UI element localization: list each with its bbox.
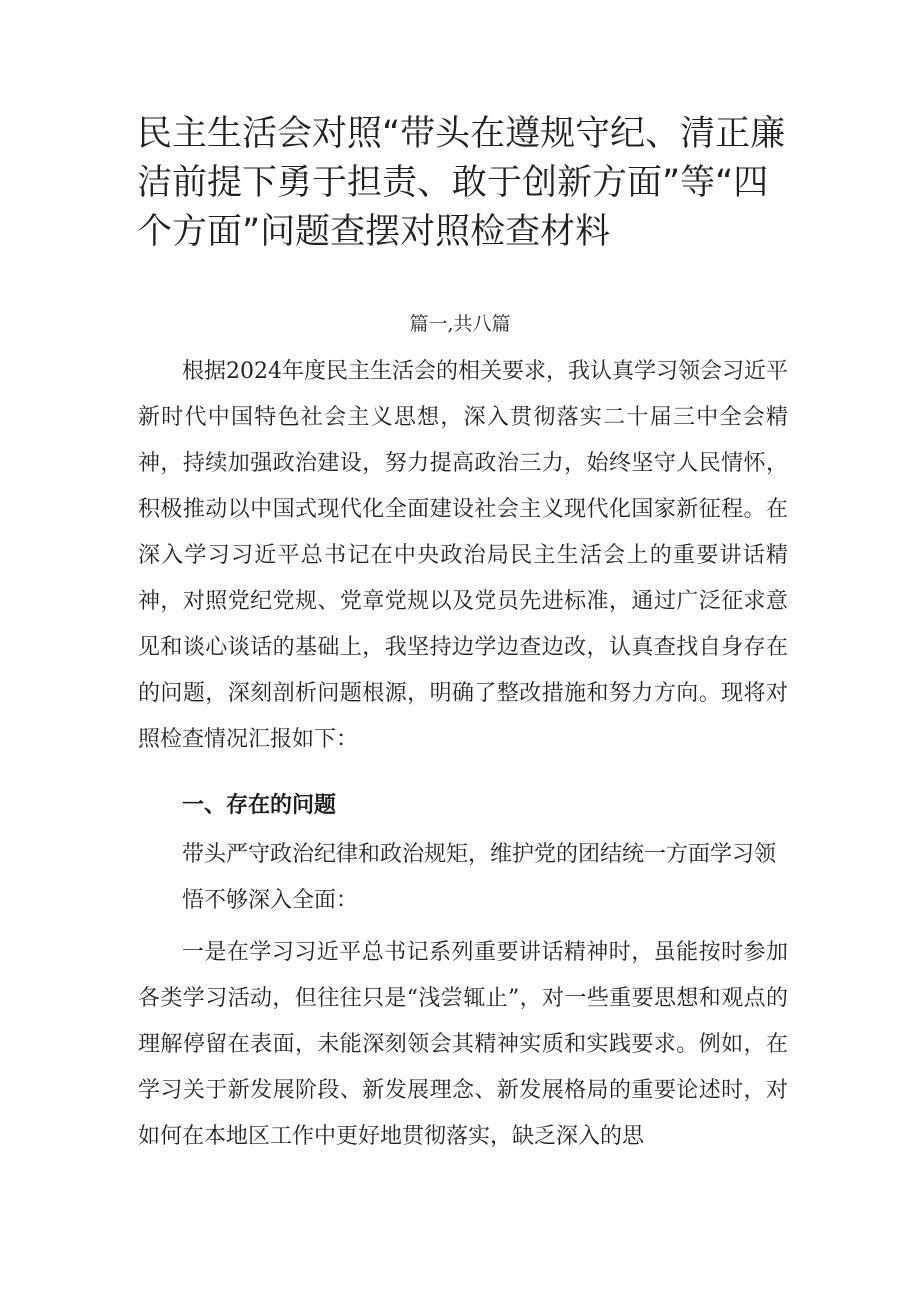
document-subtitle: 篇一,共八篇 bbox=[409, 313, 511, 335]
sub-heading: 带头严守政治纪律和政治规矩，维护党的团结统一方面学习领悟不够深入全面： bbox=[182, 842, 777, 913]
intro-paragraph: 根据2024年度民主生活会的相关要求，我认真学习领会习近平新时代中国特色社会主义思想，深入贯彻落实二十届三中全会精神，持续加强政治建设，努力提高政治三力，始终坚守人民情怀，积极推动以中国式现代化全面建设社会主义现代化国家新征程。在深入学习习近平总书记在中央政治局民主生活会上的重要讲话精神，对照党纪党规、党章党规以及党员先进标准，通过广泛征求意见和谈心谈话的基础上，我坚持边学边查边改，认真查找自身存在的问题，深刻剖析问题根源，明确了整改措施和努力方向。现将对照检查情况汇报如下： bbox=[138, 359, 788, 752]
body-paragraph: 一是在学习习近平总书记系列重要讲话精神时，虽能按时参加各类学习活动，但往往只是“浅尝辄止”，对一些重要思想和观点的理解停留在表面，未能深刻领会其精神实质和实践要求。例如，在学习关于新发展阶段、新发展理念、新发展格局的重要论述时，对如何在本地区工作中更好地贯彻落实，缺乏深入的思 bbox=[138, 940, 788, 1149]
section-heading: 一、存在的问题 bbox=[182, 793, 337, 818]
document-title: 民主生活会对照“带头在遵规守纪、清正廉洁前提下勇于担责、敢于创新方面”等“四个方面”问题查摆对照检查材料 bbox=[137, 114, 786, 252]
